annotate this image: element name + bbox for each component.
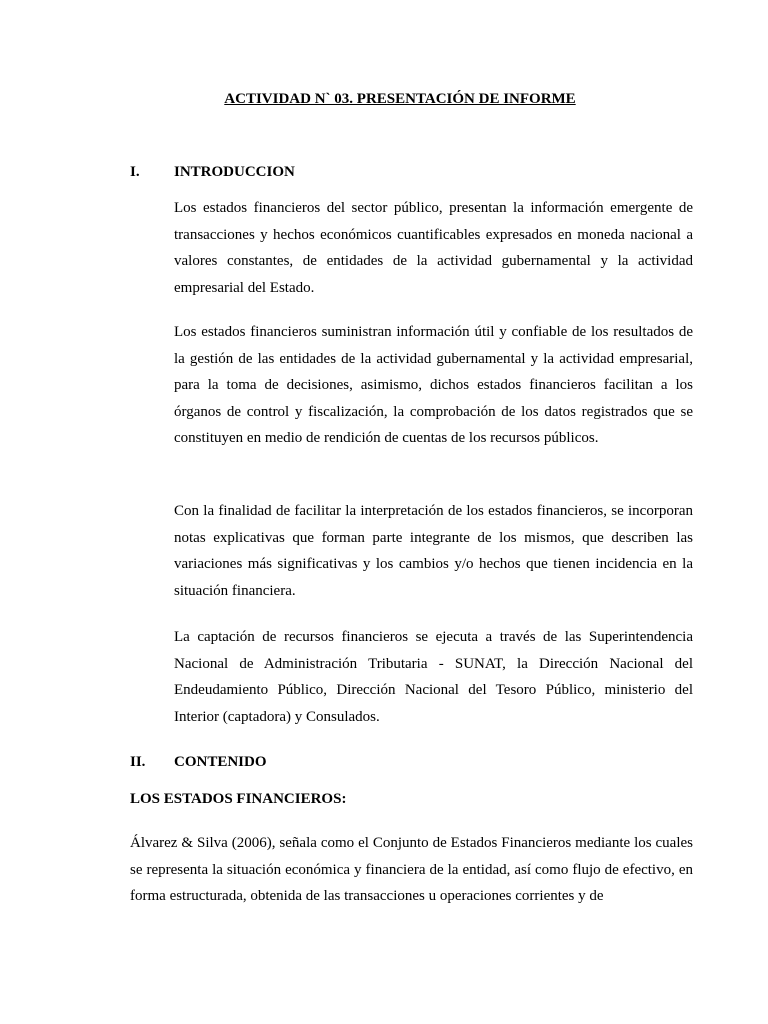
paragraph: Los estados financieros del sector público, presentan la información emergente de transacciones y hechos económicos cuantificables expresados en moneda nacional a valores constantes, de entidades de la actividad gubernamental y la actividad empresarial del Estado. (174, 200, 693, 296)
paragraph: Los estados financieros suministran información útil y confiable de los resultados de la gestión de las entidades de la actividad gubernamental y la actividad empresarial, para la toma de decisiones, asimismo, dichos estados financieros facilitan a los órganos de control y fiscalización, la comprobación de los datos registrados que se constituyen en medio de rendición de cuentas de los recursos públicos. (174, 324, 693, 446)
section-heading-introduccion (130, 164, 690, 181)
section-title: INTRODUCCION (174, 164, 295, 180)
document-title: ACTIVIDAD N` 03. PRESENTACIÓN DE INFORME (224, 91, 576, 107)
section-title: CONTENIDO (174, 754, 267, 770)
subheading-estados-financieros: LOS ESTADOS FINANCIEROS: (130, 791, 347, 807)
paragraph: Con la finalidad de facilitar la interpretación de los estados financieros, se incorporan notas explicativas que forman parte integrante de los mismos, que describen las variaciones más significativas y los cambios y/o hechos que tienen incidencia en la situación financiera. (174, 503, 693, 599)
section-number: II. (130, 754, 146, 770)
section-number: I. (130, 164, 140, 180)
section-heading-contenido (130, 754, 690, 771)
paragraph: La captación de recursos financieros se ejecuta a través de las Superintendencia Nacional de Administración Tributaria - SUNAT, la Dirección Nacional del Endeudamiento Público, Dirección Nacional del Tesoro Público, ministerio del Interior (captadora) y Consulados. (174, 629, 693, 725)
paragraph: Álvarez & Silva (2006), señala como el Conjunto de Estados Financieros mediante los cuales se representa la situación económica y financiera de la entidad, así como flujo de efectivo, en forma estructurada, obtenida de las transacciones u operaciones corrientes y de (130, 835, 693, 904)
